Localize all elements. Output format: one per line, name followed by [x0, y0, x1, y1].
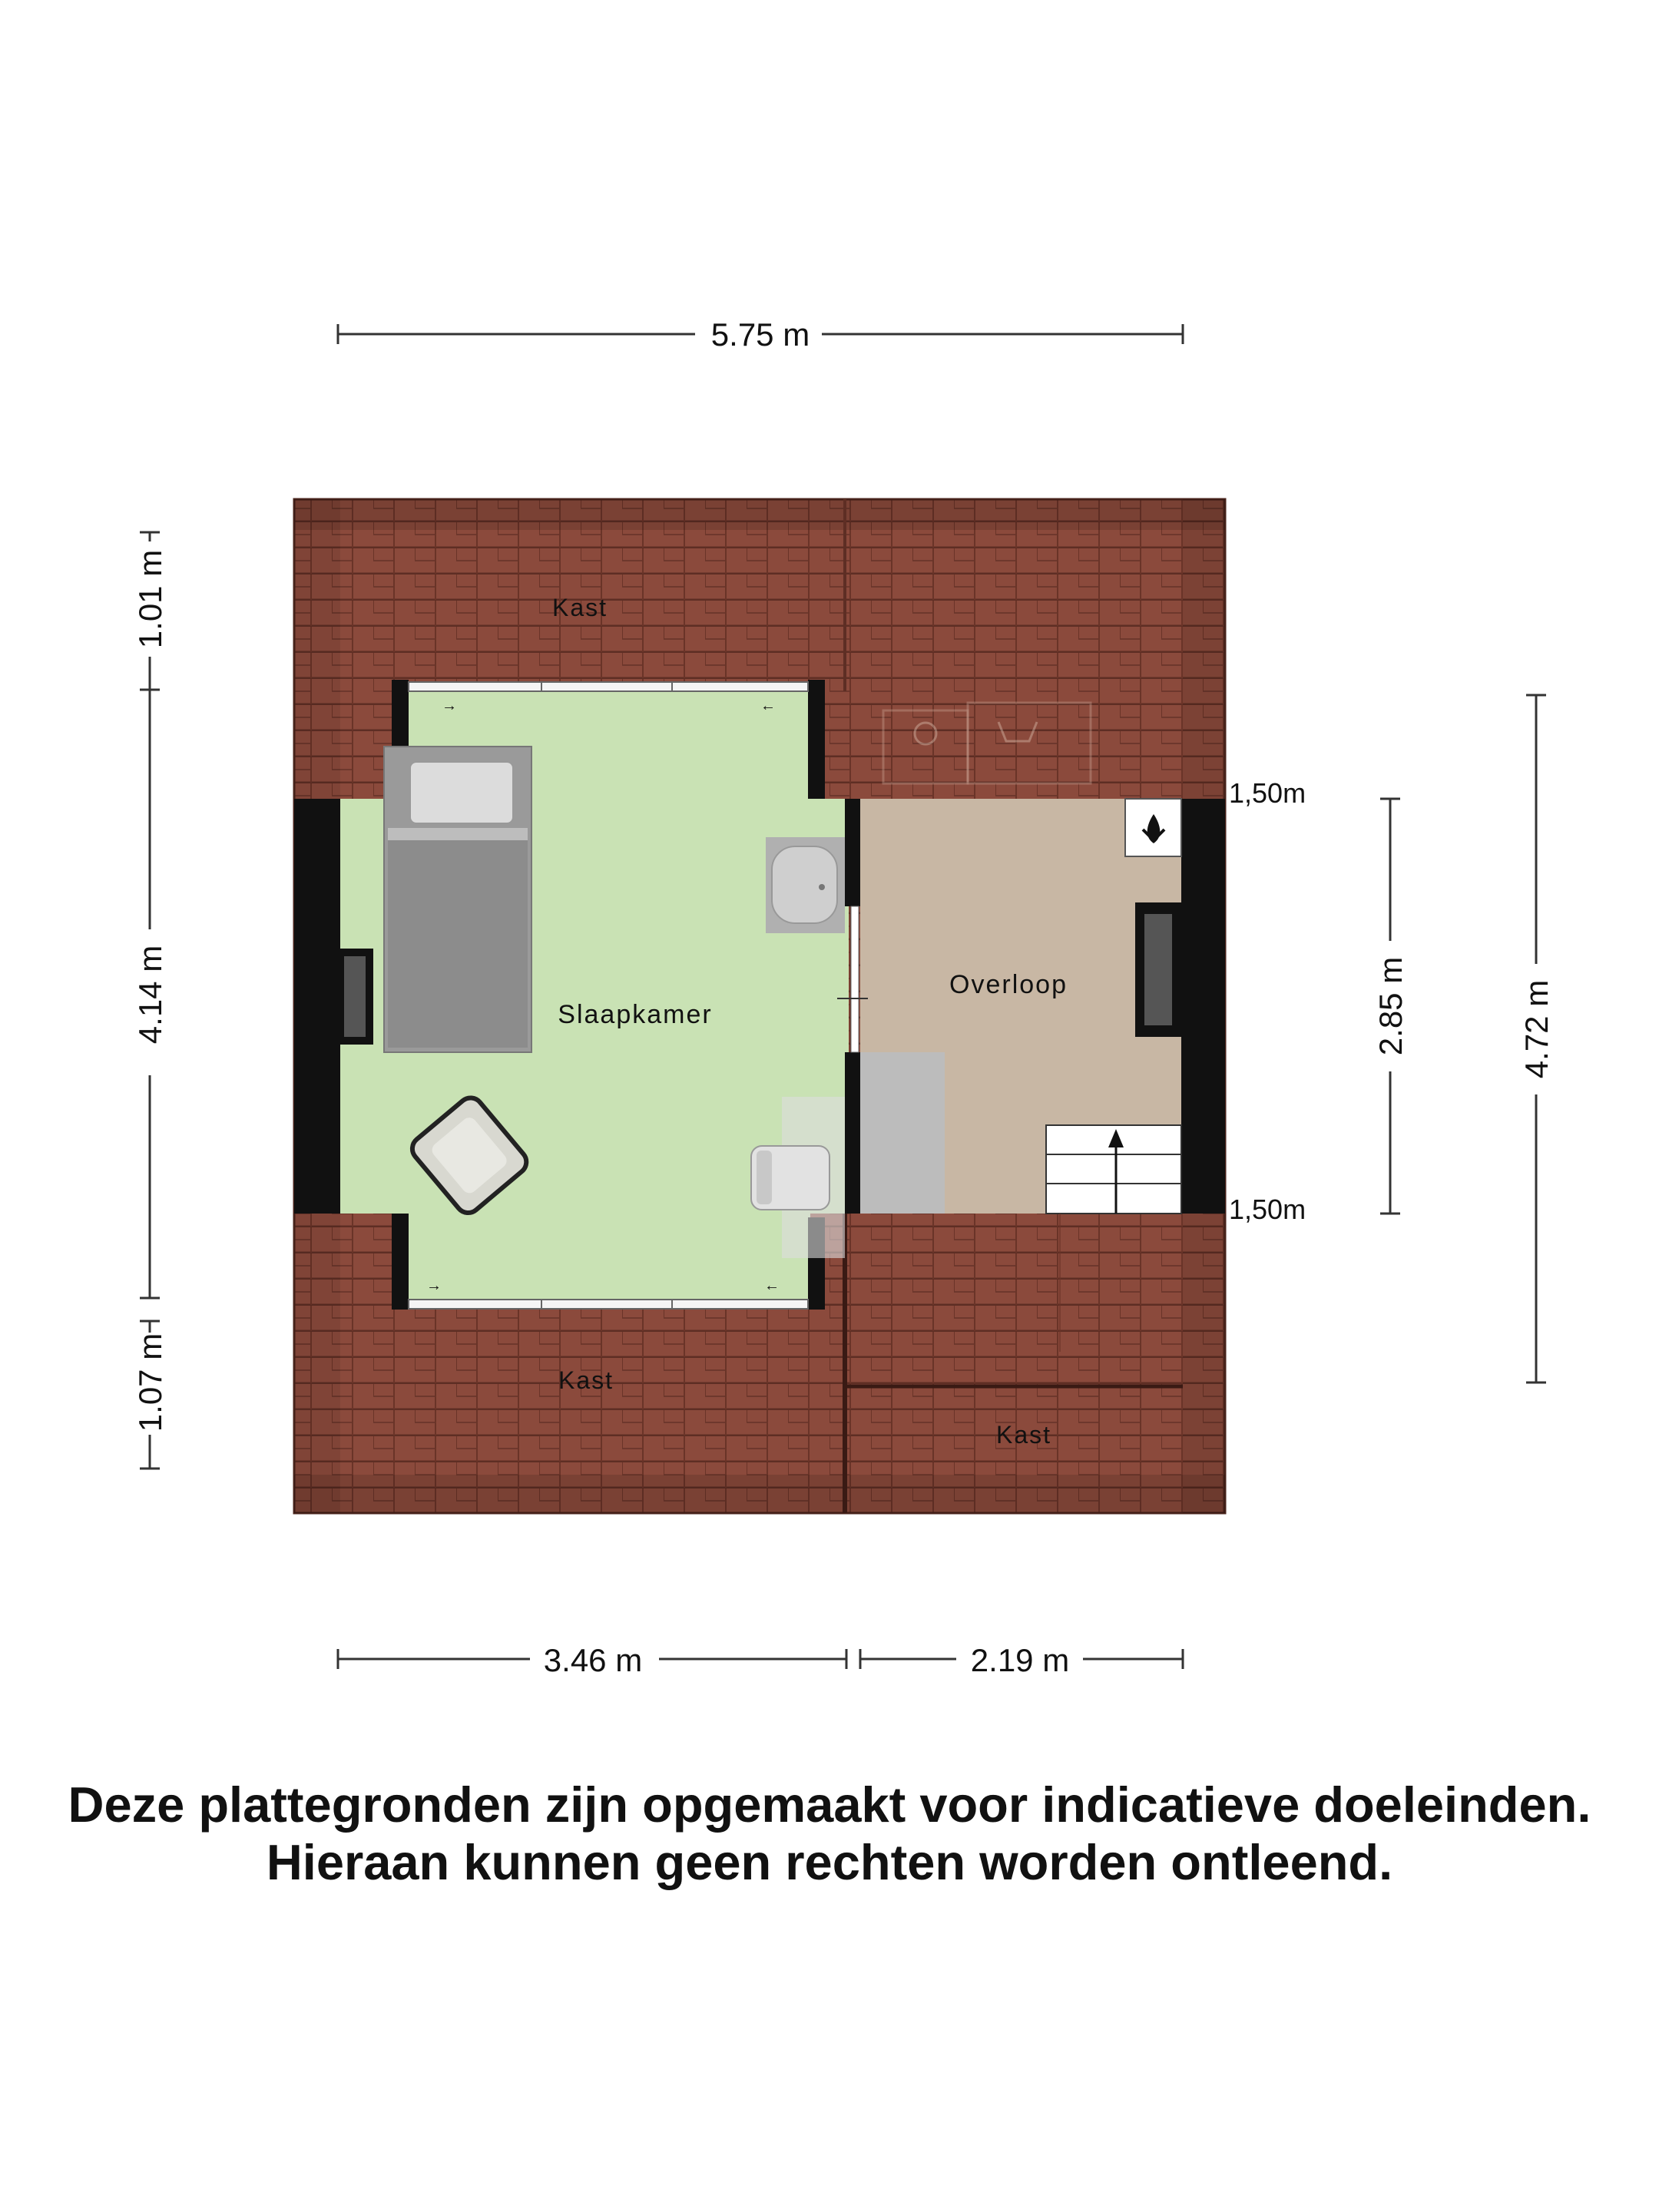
svg-text:→: → [442, 697, 457, 714]
dimension-bottom-right-label: 2.19 m [970, 1642, 1070, 1678]
svg-text:←: ← [764, 1277, 780, 1294]
kast-bottom-left-label: Kast [558, 1366, 614, 1394]
disclaimer-line-2: Hieraan kunnen geen rechten worden ontleend. [266, 1834, 1393, 1890]
dimension-left-bottom-label: 1.07 m [132, 1333, 168, 1432]
desk-chair-icon [751, 1146, 830, 1210]
height-marker-bottom: 1,50m [1229, 1194, 1306, 1225]
dimension-top-width-label: 5.75 m [710, 316, 810, 353]
landing-cabinet [860, 1052, 945, 1214]
dimension-bottom-left-label: 3.46 m [543, 1642, 643, 1678]
kast-bottom-right-label: Kast [995, 1421, 1052, 1449]
disclaimer-line-1: Deze plattegronden zijn opgemaakt voor indicatieve doeleinden. [68, 1777, 1591, 1833]
dimension-right-outer-label: 4.72 m [1518, 979, 1555, 1079]
dimension-left-top-label: 1.01 m [132, 549, 168, 649]
dimension-right-inner-label: 2.85 m [1373, 956, 1409, 1056]
window-right [1135, 902, 1181, 1037]
bed-icon [384, 747, 531, 1052]
svg-text:←: ← [760, 697, 776, 714]
height-marker-top: 1,50m [1229, 777, 1306, 809]
bedroom-label: Slaapkamer [558, 1000, 713, 1029]
svg-text:→: → [426, 1277, 442, 1294]
sink-icon [766, 837, 845, 933]
boiler-icon [1125, 799, 1181, 856]
window-left [336, 949, 373, 1045]
landing-label: Overloop [949, 970, 1068, 999]
kast-top-label: Kast [551, 594, 608, 621]
dimension-left-middle-label: 4.14 m [132, 945, 168, 1045]
